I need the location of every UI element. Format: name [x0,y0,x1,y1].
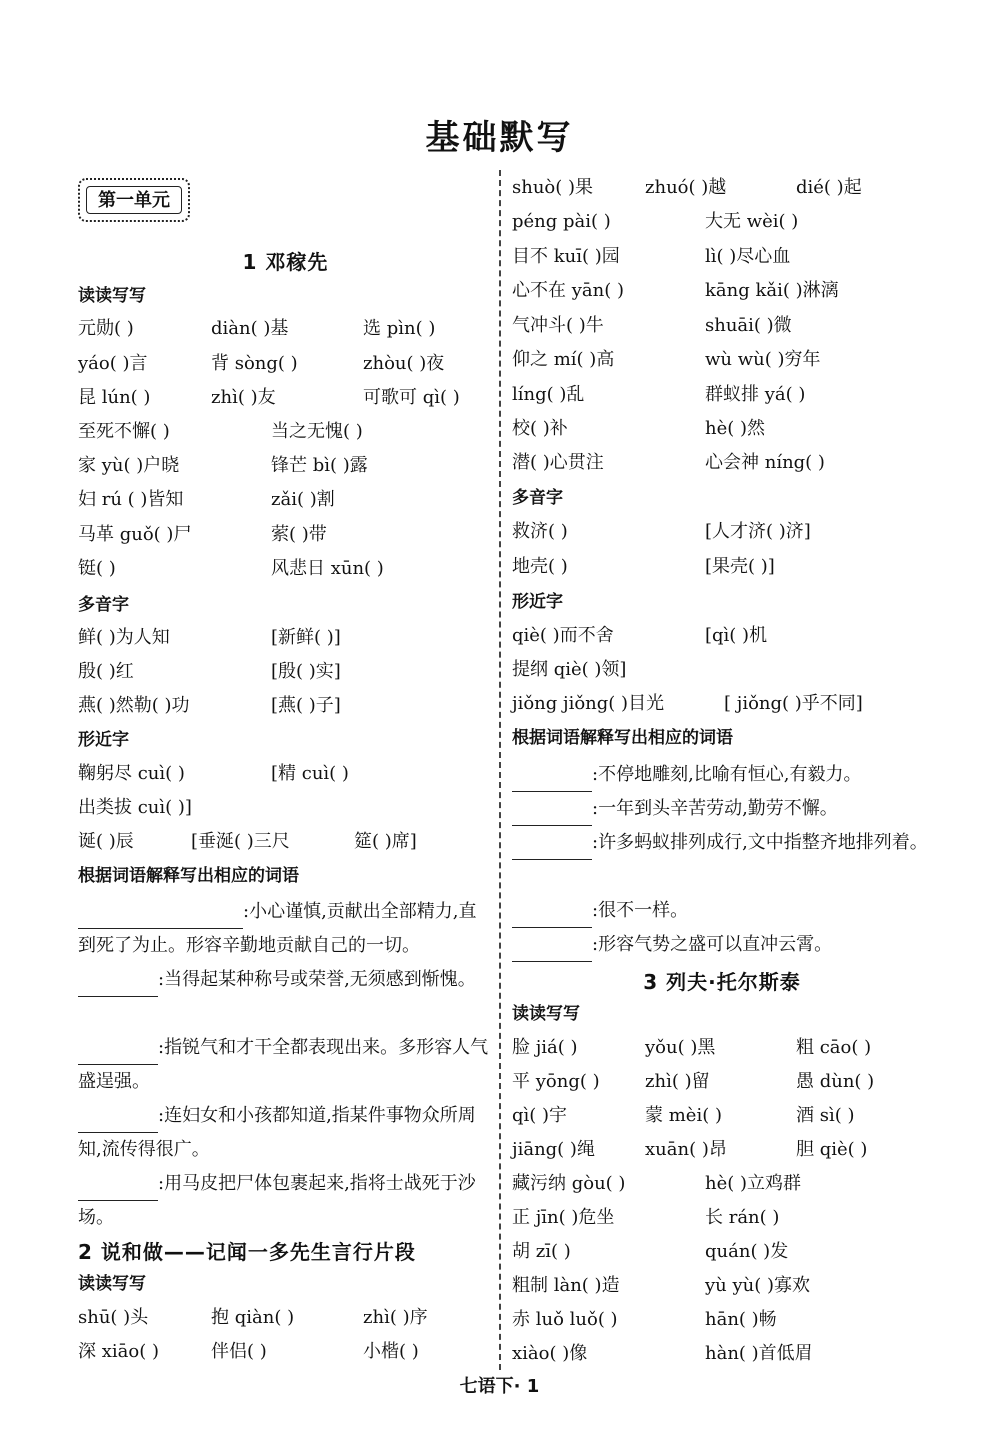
word-item: 背 sòng( ) [211,353,298,374]
unit-label: 第一单元 [86,186,182,214]
word-item: 铤( ) [78,558,116,579]
word-item: 小楷( ) [363,1341,419,1362]
word-item: xiào( )像 [512,1343,588,1364]
word-item: 赤 luǒ luǒ( ) [512,1309,618,1330]
word-item: 校( )补 [512,418,568,439]
definition-text: :不停地雕刻,比喻有恒心,有毅力。 [592,764,862,785]
word-item: zǎi( )割 [271,489,335,510]
definition-text: :一年到头辛苦劳动,勤劳不懈。 [592,798,838,819]
word-item: 仰之 mí( )高 [512,349,615,370]
definition-item [512,826,932,860]
word-item: 粗 cāo( ) [796,1037,872,1058]
word-item: 燕( )然勒( )功 [78,695,190,716]
answer-blank[interactable] [78,1182,158,1201]
section-heading: 根据词语解释写出相应的词语 [78,866,299,886]
word-item: [新鲜( )] [271,627,341,648]
section-heading: 多音字 [512,488,563,508]
definition-text: :用马皮把尸体包裹起来,指将士战死于沙场。 [78,1173,476,1228]
word-item: [垂涎( )三尺 [191,831,290,852]
answer-blank[interactable] [512,909,592,928]
word-item: shuò( )果 [512,177,594,198]
definition-item [78,963,493,997]
word-item: [qì( )机 [705,625,768,646]
word-item: 至死不懈( ) [78,421,170,442]
word-item: jiāng( )绳 [512,1139,595,1160]
word-item: 目不 kuī( )园 [512,246,620,267]
word-item: 胡 zī( ) [512,1241,571,1262]
definition-item [78,1099,493,1167]
answer-blank[interactable] [512,943,592,962]
word-item: 鞠躬尽 cuì( ) [78,763,185,784]
answer-blank[interactable] [512,773,592,792]
word-item: kāng kǎi( )淋漓 [705,280,839,301]
word-item: [人才济( )济] [705,521,811,542]
definition-text: :形容气势之盛可以直冲云霄。 [592,934,833,955]
word-item: hè( )然 [705,418,766,439]
answer-blank[interactable] [78,1114,158,1133]
word-item: jiǒng jiǒng( )目光 [512,693,665,714]
word-item: 可歌可 qì( ) [363,387,460,408]
word-item: 大无 wèi( ) [705,211,799,232]
word-item: wù wù( )穷年 [705,349,821,370]
word-item: péng pài( ) [512,211,611,232]
word-item: 萦( )带 [271,524,327,545]
word-item: 诞( )辰 [78,831,134,852]
word-item: qì( )宇 [512,1105,568,1126]
word-item: 心会神 níng( ) [705,452,825,473]
page-title: 基础默写 [425,118,574,158]
definition-item [512,792,932,826]
answer-blank[interactable] [78,910,243,929]
word-item: 家 yù( )户晓 [78,455,180,476]
word-item: 正 jīn( )危坐 [512,1207,615,1228]
word-item: [殷( )实] [271,661,341,682]
lesson-1-title: 1 邓稼先 [242,250,329,274]
word-item: 抱 qiàn( ) [211,1307,295,1328]
word-item: 筵( )席] [354,831,417,852]
word-item: 救济( ) [512,521,568,542]
word-item: 愚 dùn( ) [796,1071,875,1092]
word-item: 蒙 mèi( ) [645,1105,722,1126]
word-item: zhòu( )夜 [363,353,445,374]
definition-item [78,1031,493,1099]
definition-text: :指锐气和才干全都表现出来。多形容人气盛逞强。 [78,1037,489,1092]
answer-blank[interactable] [78,1046,158,1065]
word-item: yù yù( )寡欢 [705,1275,811,1296]
word-item: hè( )立鸡群 [705,1173,802,1194]
definition-item [78,1167,493,1235]
word-item: 气冲斗( )牛 [512,315,604,336]
word-item: 平 yōng( ) [512,1071,600,1092]
section-heading: 形近字 [78,730,129,750]
word-item: 锋芒 bì( )露 [271,455,368,476]
word-item: zhì( )序 [363,1307,428,1328]
word-item: lì( )尽心血 [705,246,791,267]
section-heading: 形近字 [512,592,563,612]
lesson-3-title: 3 列夫·托尔斯泰 [643,970,801,994]
word-item: 地壳( ) [512,556,568,577]
word-item: 出类拔 cuì( )] [78,797,192,818]
word-item: 提纲 qiè( )领] [512,659,627,680]
word-item: shuāi( )微 [705,315,792,336]
word-item: xuān( )昂 [645,1139,727,1160]
word-item: 风悲日 xūn( ) [271,558,384,579]
word-item: 妇 rú ( )皆知 [78,489,184,510]
answer-blank[interactable] [512,841,592,860]
answer-blank[interactable] [512,807,592,826]
word-item: 昆 lún( ) [78,387,151,408]
word-item: zhuó( )越 [645,177,727,198]
column-divider [499,170,501,1370]
word-item: 群蚁排 yá( ) [705,384,806,405]
word-item: zhì( )友 [211,387,276,408]
answer-blank[interactable] [78,978,158,997]
word-item: [ jiǒng( )乎不同] [724,693,863,714]
word-item: 粗制 làn( )造 [512,1275,620,1296]
word-item: shū( )头 [78,1307,149,1328]
word-item: 马革 guǒ( )尸 [78,524,192,545]
word-item: 藏污纳 gòu( ) [512,1173,626,1194]
lesson-2-title: 2 说和做——记闻一多先生言行片段 [78,1240,416,1264]
word-item: yáo( )言 [78,353,148,374]
word-item: hàn( )首低眉 [705,1343,813,1364]
definition-item [512,928,932,962]
word-item: [精 cuì( ) [271,763,349,784]
definition-item [512,758,932,792]
section-heading: 读读写写 [512,1004,580,1024]
word-item: [果壳( )] [705,556,775,577]
section-heading: 读读写写 [78,1274,146,1294]
section-heading: 根据词语解释写出相应的词语 [512,728,733,748]
word-item: 殷( )红 [78,661,134,682]
word-item: quán( )发 [705,1241,789,1262]
unit-badge [78,178,190,222]
word-item: 长 rán( ) [705,1207,780,1228]
definition-text: :很不一样。 [592,900,689,921]
word-item: 选 pìn( ) [363,318,436,339]
word-item: zhì( )留 [645,1071,710,1092]
word-item: 潜( )心贯注 [512,452,604,473]
word-item: diàn( )基 [211,318,289,339]
word-item: yǒu( )黑 [645,1037,716,1058]
definition-text: :连妇女和小孩都知道,指某件事物众所周知,流传得很广。 [78,1105,476,1160]
page-footer: 七语下· 1 [459,1376,540,1397]
word-item: 当之无愧( ) [271,421,363,442]
section-heading: 多音字 [78,595,129,615]
word-item: 胆 qiè( ) [796,1139,868,1160]
definition-text: :小心谨慎,贡献出全部精力,直到死了为止。形容辛勤地贡献自己的一切。 [78,901,477,956]
word-item: 鲜( )为人知 [78,627,170,648]
word-item: 心不在 yān( ) [512,280,624,301]
definition-text: :当得起某种称号或荣誉,无须感到惭愧。 [158,969,476,990]
word-item: líng( )乱 [512,384,585,405]
word-item: [燕( )子] [271,695,341,716]
section-heading: 读读写写 [78,286,146,306]
definition-text: :许多蚂蚁排列成行,文中指整齐地排列着。 [592,832,928,853]
definition-item [512,894,932,928]
word-item: 伴侣( ) [211,1341,267,1362]
word-item: 元勋( ) [78,318,134,339]
word-item: hān( )畅 [705,1309,777,1330]
word-item: 深 xiāo( ) [78,1341,159,1362]
word-item: dié( )起 [796,177,862,198]
word-item: 脸 jiá( ) [512,1037,578,1058]
word-item: qiè( )而不舍 [512,625,614,646]
definition-item [78,895,493,963]
word-item: 酒 sì( ) [796,1105,855,1126]
